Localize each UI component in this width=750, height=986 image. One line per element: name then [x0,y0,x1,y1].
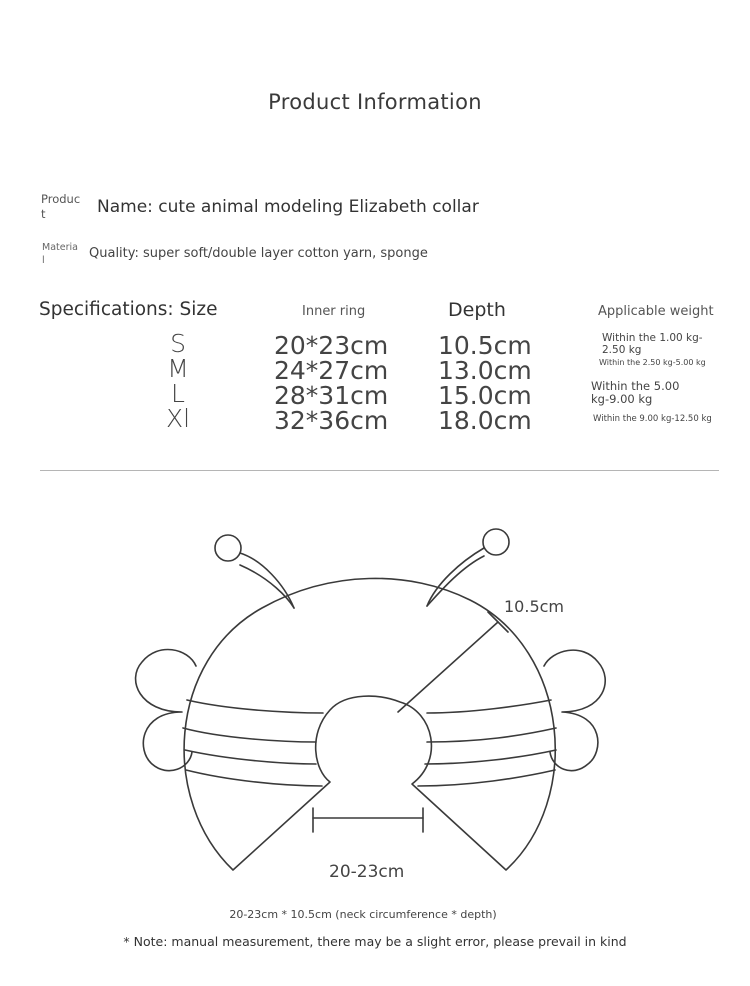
product-label: Product [41,192,81,221]
specifications-title: Specifications: Size [39,299,218,320]
inner-ring-l: 28*31cm [274,381,389,410]
size-xl: Xl [165,404,191,433]
neck-dimension-label: 20-23cm [329,862,405,882]
stripe-1 [187,700,551,713]
page-title: Product Information [268,90,482,114]
collar-diagram [0,490,750,910]
depth-xl: 18.0cm [438,406,532,435]
weight-m: Within the 2.50 kg-5.00 kg [599,358,706,367]
depth-m: 13.0cm [438,356,532,385]
material-label: Material [42,242,78,266]
inner-ring-m: 24*27cm [274,356,389,385]
right-wing-icon [544,650,605,771]
collar-body-icon [184,578,555,870]
depth-measure-line [398,622,498,712]
left-wing-icon [136,650,196,771]
weight-xl: Within the 9.00 kg-12.50 kg [593,414,712,424]
inner-ring-xl: 32*36cm [274,406,389,435]
measurement-note: * Note: manual measurement, there may be a slight error, please prevail in kind [123,934,627,949]
size-l: L [171,379,185,408]
size-m: M [167,354,189,383]
column-header-applicable-weight: Applicable weight [598,304,714,319]
column-header-inner-ring: Inner ring [302,304,366,319]
stripe-3 [185,750,556,764]
right-antenna-icon [427,529,509,606]
section-divider [40,470,719,471]
product-name: Name: cute animal modeling Elizabeth collar [97,197,479,217]
weight-s: Within the 1.00 kg-2.50 kg [602,332,703,356]
inner-ring-s: 20*23cm [274,331,389,360]
diagram-caption: 20-23cm * 10.5cm (neck circumference * depth) [229,908,497,921]
depth-s: 10.5cm [438,331,532,360]
depth-l: 15.0cm [438,381,532,410]
stripe-2 [183,728,556,742]
stripe-4 [186,770,555,786]
column-header-depth: Depth [448,299,506,321]
material-quality: Quality: super soft/double layer cotton yarn, sponge [89,246,428,261]
depth-dimension-label: 10.5cm [504,597,565,616]
size-s: S [170,329,186,358]
left-antenna-icon [215,535,294,608]
weight-l: Within the 5.00 kg-9.00 kg [591,379,680,406]
